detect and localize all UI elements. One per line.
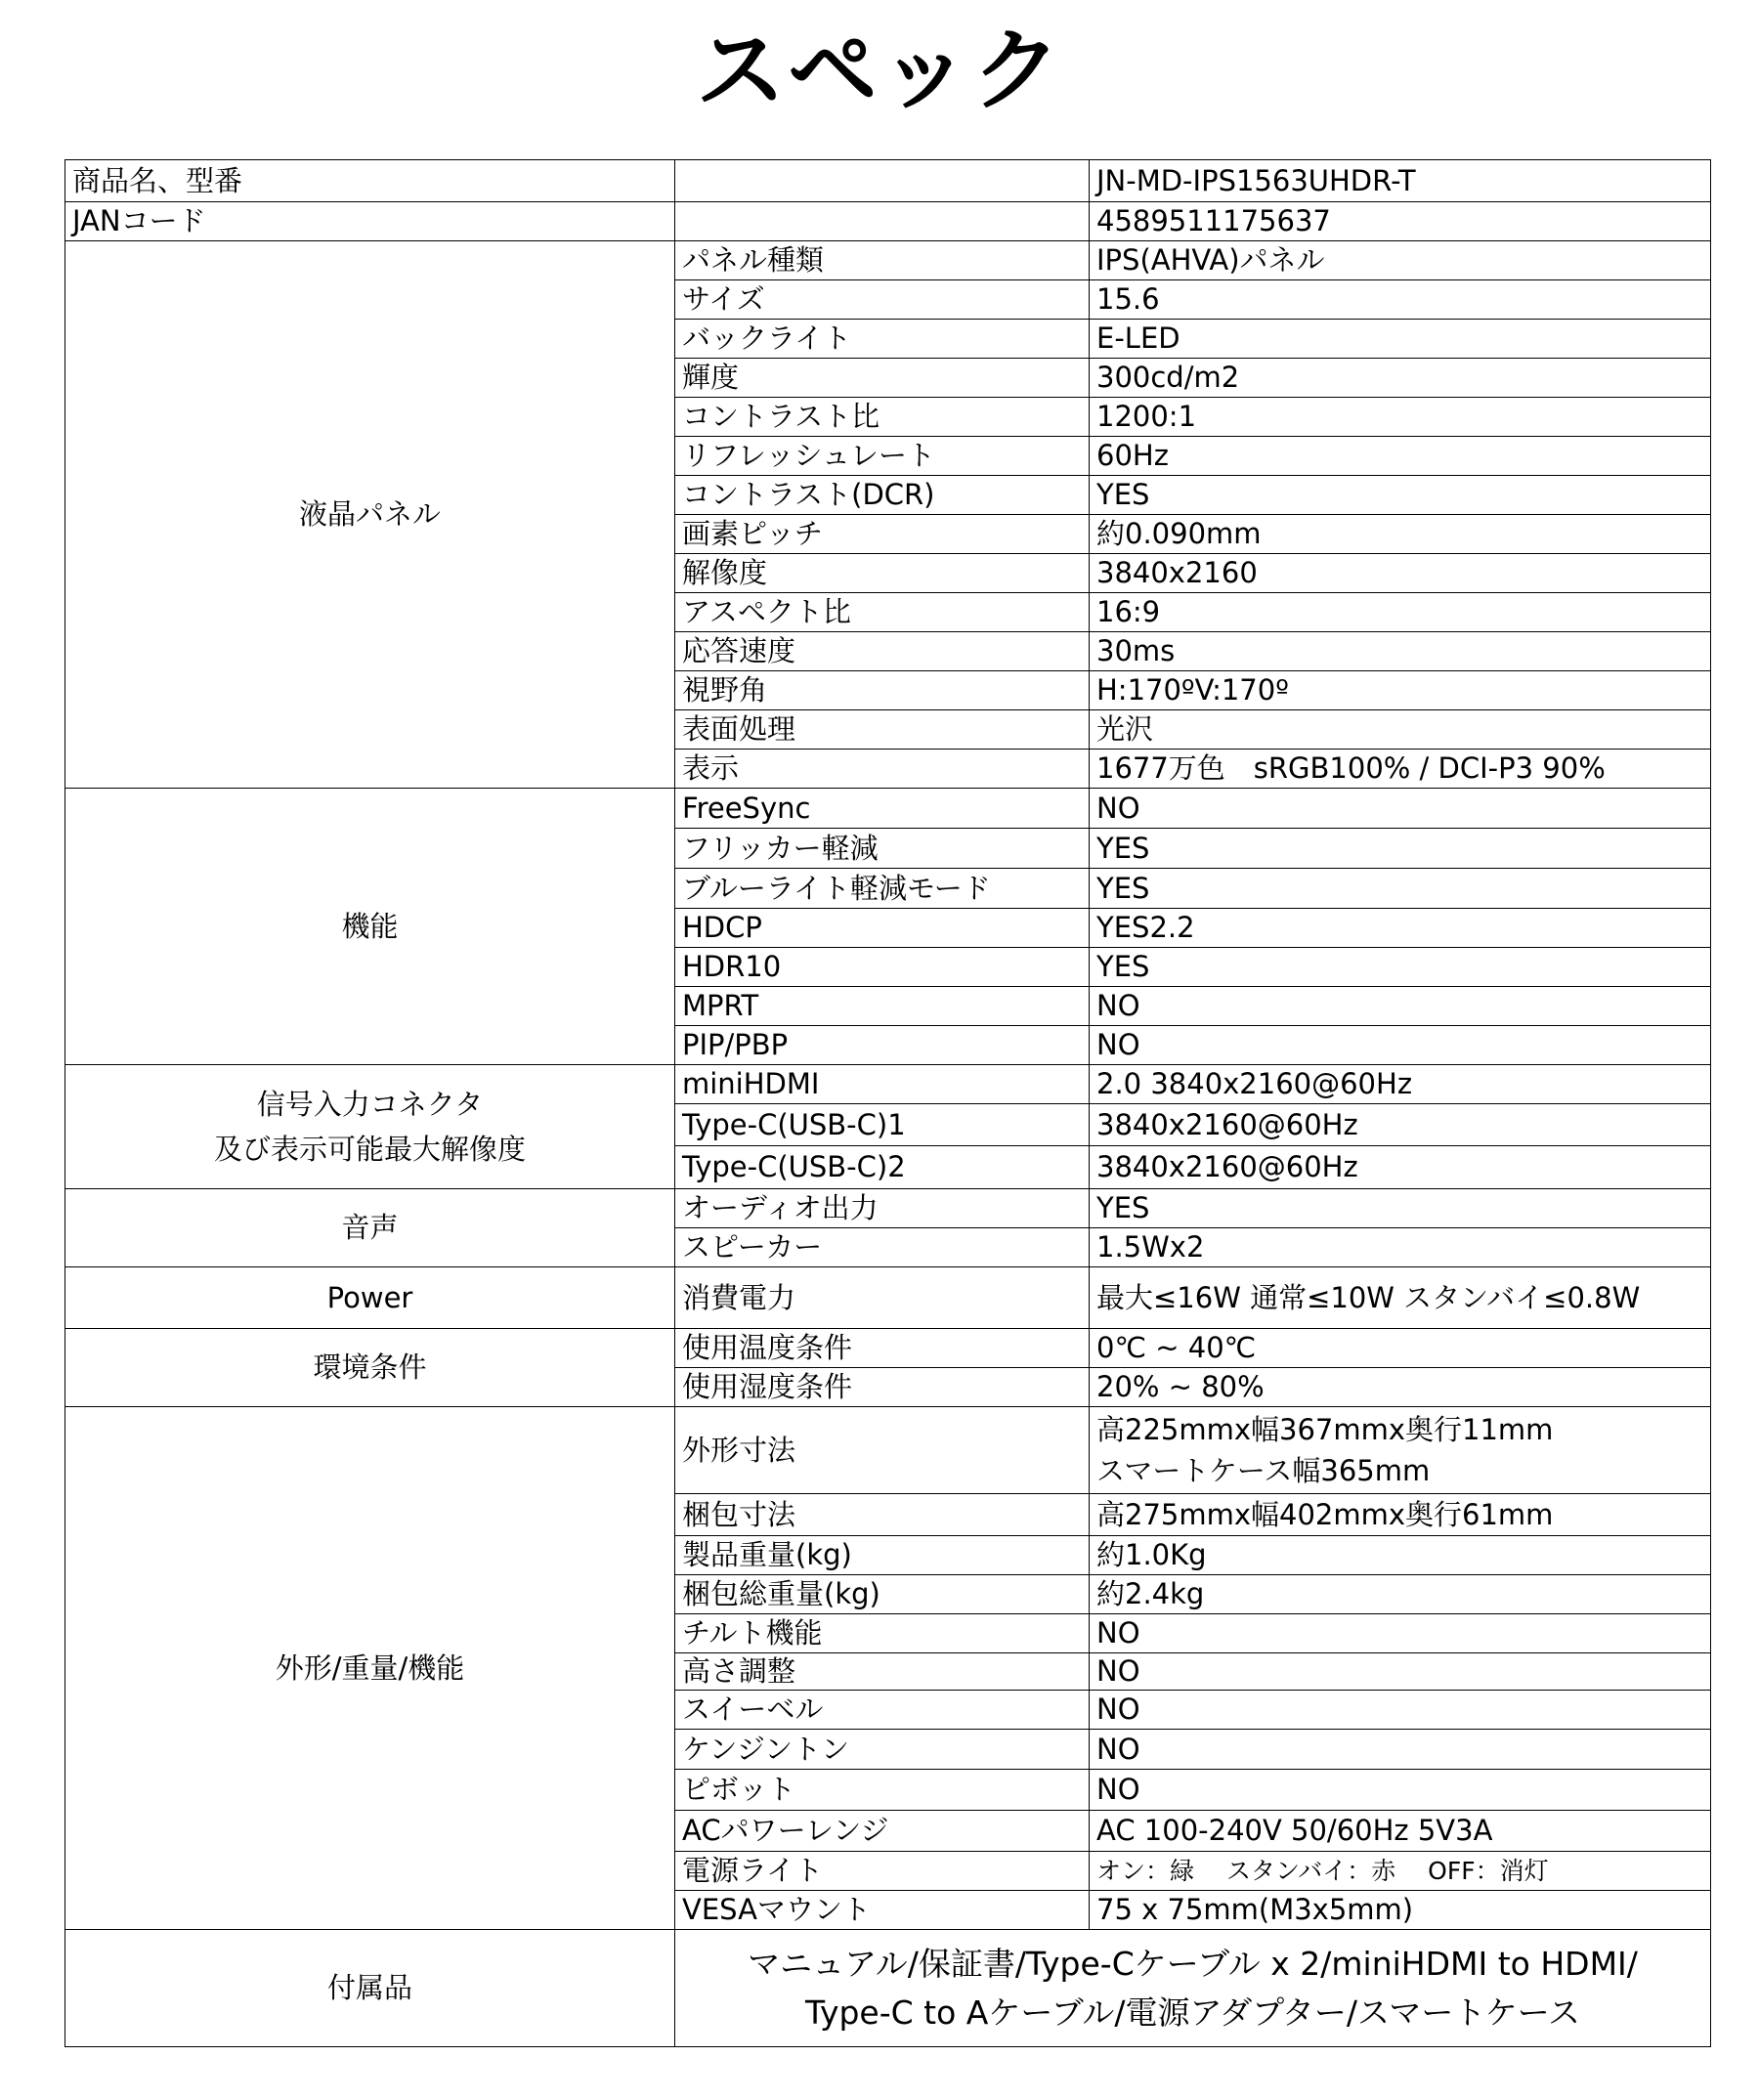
category-power: Power <box>65 1267 675 1329</box>
spec-label: PIP/PBP <box>675 1026 1090 1065</box>
spec-value: 30ms <box>1090 632 1711 671</box>
spec-label: コントラスト比 <box>675 398 1090 437</box>
category-environment: 環境条件 <box>65 1329 675 1407</box>
spec-label: 高さ調整 <box>675 1653 1090 1691</box>
spec-label: コントラスト(DCR) <box>675 476 1090 515</box>
spec-value: NO <box>1090 1691 1711 1730</box>
accessories-value <box>675 1930 1711 2047</box>
dimensions-line2: スマートケース幅365mm <box>1096 1454 1431 1487</box>
spec-value: E-LED <box>1090 320 1711 359</box>
accessories-line2: Type-C to Aケーブル/電源アダプター/スマートケース <box>804 1993 1581 2032</box>
spec-label: 製品重量(kg) <box>675 1536 1090 1575</box>
table-row <box>65 1267 1711 1329</box>
spec-label: スイーベル <box>675 1691 1090 1730</box>
spec-value: 約2.4kg <box>1090 1575 1711 1614</box>
category-physical: 外形/重量/機能 <box>65 1407 675 1930</box>
category-lcd-panel: 液晶パネル <box>65 241 675 789</box>
table-row <box>65 1930 1711 2047</box>
spec-value-model: JN-MD-IPS1563UHDR-T <box>1090 160 1711 202</box>
spec-value: 2.0 3840x2160@60Hz <box>1090 1065 1711 1104</box>
table-row <box>65 241 1711 280</box>
category-inputs-line2: 及び表示可能最大解像度 <box>213 1133 526 1166</box>
spec-value: YES2.2 <box>1090 909 1711 948</box>
page-title: スペック <box>695 19 1063 123</box>
spec-value: 約0.090mm <box>1090 515 1711 554</box>
category-audio: 音声 <box>65 1189 675 1267</box>
spec-label: miniHDMI <box>675 1065 1090 1104</box>
spec-label: 表示 <box>675 750 1090 789</box>
spec-value: 最大≤16W 通常≤10W スタンバイ≤0.8W <box>1090 1267 1711 1329</box>
spec-value: 15.6 <box>1090 280 1711 320</box>
spec-value-jan: 4589511175637 <box>1090 202 1711 241</box>
category-inputs <box>65 1065 675 1189</box>
spec-value: NO <box>1090 1653 1711 1691</box>
spec-label-jan: JANコード <box>65 202 675 241</box>
table-row <box>65 1329 1711 1368</box>
spec-value: 高275mmx幅402mmx奥行61mm <box>1090 1494 1711 1536</box>
spec-value: 75 x 75mm(M3x5mm) <box>1090 1891 1711 1930</box>
spec-value: 20% ~ 80% <box>1090 1368 1711 1407</box>
spec-label: ケンジントン <box>675 1730 1090 1770</box>
spec-value: 60Hz <box>1090 437 1711 476</box>
spec-sublabel-empty <box>675 160 1090 202</box>
spec-table <box>64 159 1711 2047</box>
spec-label: HDCP <box>675 909 1090 948</box>
spec-sublabel-empty <box>675 202 1090 241</box>
spec-label: アスペクト比 <box>675 593 1090 632</box>
spec-label: FreeSync <box>675 789 1090 829</box>
accessories-line1: マニュアル/保証書/Type-Cケーブル x 2/miniHDMI to HDMI/ <box>748 1944 1638 1983</box>
spec-label: バックライト <box>675 320 1090 359</box>
spec-label: 電源ライト <box>675 1852 1090 1891</box>
dimensions-line1: 高225mmx幅367mmx奥行11mm <box>1096 1413 1554 1446</box>
spec-label: スピーカー <box>675 1228 1090 1267</box>
spec-value: 約1.0Kg <box>1090 1536 1711 1575</box>
category-accessories: 付属品 <box>65 1930 675 2047</box>
spec-label: Type-C(USB-C)2 <box>675 1146 1090 1189</box>
spec-value: 0℃ ~ 40℃ <box>1090 1329 1711 1368</box>
table-row <box>65 160 1711 202</box>
spec-value: NO <box>1090 1026 1711 1065</box>
spec-label: MPRT <box>675 987 1090 1026</box>
table-row <box>65 1065 1711 1104</box>
spec-value: YES <box>1090 869 1711 909</box>
spec-value: 1677万色 sRGB100% / DCI-P3 90% <box>1090 750 1711 789</box>
spec-value: 16:9 <box>1090 593 1711 632</box>
spec-label: 輝度 <box>675 359 1090 398</box>
spec-label: 表面処理 <box>675 710 1090 750</box>
spec-label: 画素ピッチ <box>675 515 1090 554</box>
spec-value: YES <box>1090 948 1711 987</box>
spec-label: 梱包寸法 <box>675 1494 1090 1536</box>
spec-label: チルト機能 <box>675 1614 1090 1653</box>
spec-value: YES <box>1090 476 1711 515</box>
spec-value: NO <box>1090 1770 1711 1811</box>
spec-label-model: 商品名、型番 <box>65 160 675 202</box>
spec-label: リフレッシュレート <box>675 437 1090 476</box>
spec-value: 光沢 <box>1090 710 1711 750</box>
table-row <box>65 1407 1711 1494</box>
spec-label: 解像度 <box>675 554 1090 593</box>
spec-value: YES <box>1090 829 1711 869</box>
spec-label: HDR10 <box>675 948 1090 987</box>
spec-label: 梱包総重量(kg) <box>675 1575 1090 1614</box>
spec-label: 応答速度 <box>675 632 1090 671</box>
spec-label: 使用湿度条件 <box>675 1368 1090 1407</box>
spec-label: ピボット <box>675 1770 1090 1811</box>
spec-value: 3840x2160 <box>1090 554 1711 593</box>
spec-label: サイズ <box>675 280 1090 320</box>
spec-label: ACパワーレンジ <box>675 1811 1090 1852</box>
table-row <box>65 202 1711 241</box>
spec-value: AC 100-240V 50/60Hz 5V3A <box>1090 1811 1711 1852</box>
category-features: 機能 <box>65 789 675 1065</box>
table-row <box>65 789 1711 829</box>
spec-value: YES <box>1090 1189 1711 1228</box>
spec-label: フリッカー軽減 <box>675 829 1090 869</box>
spec-label: 視野角 <box>675 671 1090 710</box>
spec-label: 外形寸法 <box>675 1407 1090 1494</box>
spec-value: 1.5Wx2 <box>1090 1228 1711 1267</box>
spec-value: 3840x2160@60Hz <box>1090 1104 1711 1146</box>
table-row <box>65 1189 1711 1228</box>
spec-value: 300cd/m2 <box>1090 359 1711 398</box>
spec-value: NO <box>1090 1614 1711 1653</box>
spec-value: NO <box>1090 1730 1711 1770</box>
spec-value: NO <box>1090 789 1711 829</box>
spec-label: パネル種類 <box>675 241 1090 280</box>
spec-label: Type-C(USB-C)1 <box>675 1104 1090 1146</box>
spec-value-dimensions <box>1090 1407 1711 1494</box>
spec-label: 使用温度条件 <box>675 1329 1090 1368</box>
spec-value: H:170ºV:170º <box>1090 671 1711 710</box>
category-inputs-line1: 信号入力コネクタ <box>256 1088 484 1121</box>
spec-value: 3840x2160@60Hz <box>1090 1146 1711 1189</box>
spec-label: ブルーライト軽減モード <box>675 869 1090 909</box>
spec-value: オン：緑 スタンバイ：赤 OFF：消灯 <box>1090 1852 1711 1891</box>
spec-label: オーディオ出力 <box>675 1189 1090 1228</box>
spec-value: NO <box>1090 987 1711 1026</box>
spec-label: 消費電力 <box>675 1267 1090 1329</box>
spec-value: 1200:1 <box>1090 398 1711 437</box>
spec-value: IPS(AHVA)パネル <box>1090 241 1711 280</box>
spec-label: VESAマウント <box>675 1891 1090 1930</box>
